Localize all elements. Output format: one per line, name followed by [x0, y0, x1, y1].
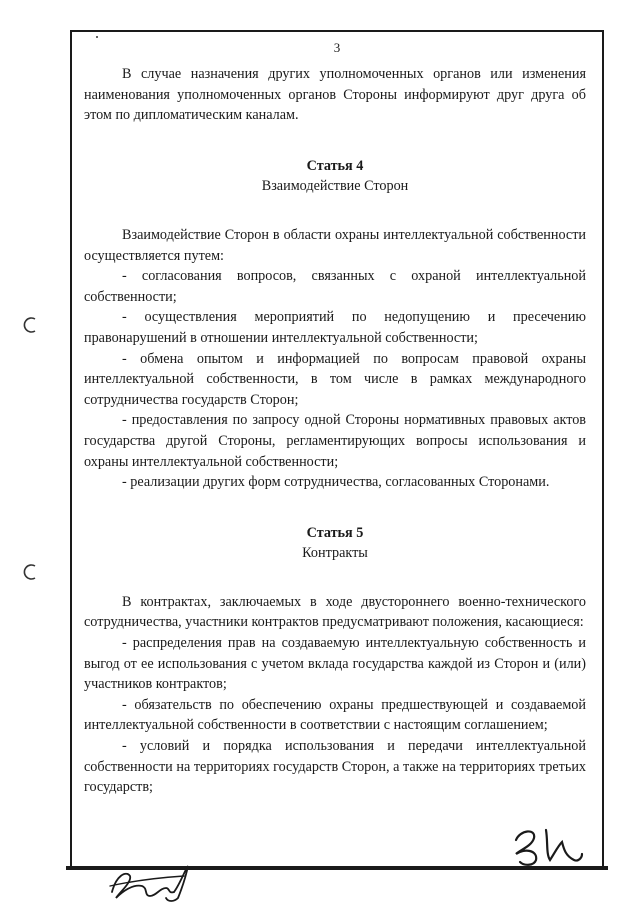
article-4-item: - реализации других форм сотрудничества, согласованных Сторонами.	[122, 474, 550, 491]
article-5-item: - распределения прав на создаваемую интеллектуальную собственность и выгод от ее использования с учетом вклада государства каждой из Сторон и (или) участников контрактов;	[84, 635, 586, 693]
punch-hole-icon	[22, 563, 38, 581]
article-5-heading: Статья 5	[306, 524, 364, 541]
page-number: 3	[333, 40, 341, 55]
article-4-item: - согласования вопросов, связанных с охраной интеллектуальной собственности;	[84, 268, 586, 305]
article-4-item: - обмена опытом и информацией по вопросам правовой охраны интеллектуальной собственности, в том числе в рамках международного сотрудничества государств Сторон;	[84, 350, 586, 408]
article-5-item: - обязательств по обеспечению охраны предшествующей и создаваемой интеллектуальной собственности в соответствии с настоящим соглашением;	[84, 696, 586, 734]
article-5-title: Контракты	[302, 545, 368, 562]
article-4-lead: Взаимодействие Сторон в области охраны интеллектуальной собственности осуществляется путем:	[84, 226, 586, 264]
document-body	[84, 64, 586, 798]
intro-paragraph: В случае назначения других уполномоченных органов или изменения наименования уполномоченных органов Стороны информируют друг друга об этом по дипломатическим каналам.	[84, 66, 586, 124]
article-4-item: - предоставления по запросу одной Стороны нормативных правовых актов государства другой Стороны, регламентирующих вопросы использования и охраны интеллектуальной собственности;	[84, 412, 586, 470]
article-4-item: - осуществления мероприятий по недопущению и пресечению правонарушений в отношении интеллектуальной собственности;	[84, 309, 586, 346]
signature-icon	[104, 862, 194, 904]
punch-hole-icon	[22, 316, 38, 334]
signature-initials-icon	[506, 820, 584, 870]
article-5-lead: В контрактах, заключаемых в ходе двустороннего военно-технического сотрудничества, участники контрактов предусматривают положения, касающиеся:	[84, 593, 586, 631]
article-4-title: Взаимодействие Сторон	[261, 178, 409, 195]
article-5-item: - условий и порядка использования и передачи интеллектуальной собственности на территориях государств Сторон, а также на территориях третьих государств;	[84, 738, 586, 796]
article-4-heading: Статья 4	[306, 157, 364, 174]
